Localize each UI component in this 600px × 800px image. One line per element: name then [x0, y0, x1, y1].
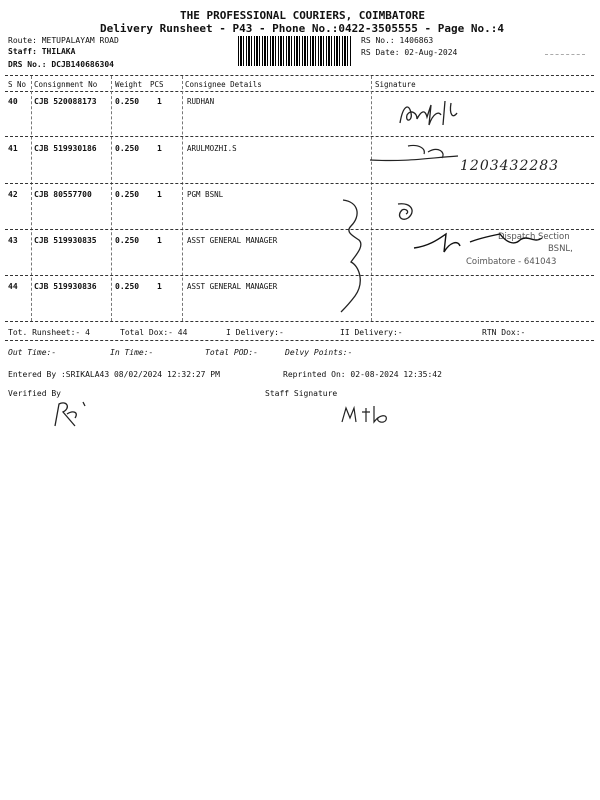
- signature-row42-brace: [335, 196, 375, 316]
- row-pcs: 1: [157, 144, 162, 153]
- table-top-rule: [5, 75, 594, 76]
- rtn-dox: RTN Dox:-: [482, 328, 526, 337]
- barcode: [238, 36, 351, 66]
- staff-label: Staff: THILAKA: [8, 47, 76, 56]
- row-sno: 41: [8, 144, 18, 153]
- row-weight: 0.250: [115, 144, 140, 153]
- col-consignment: Consignment No: [34, 80, 98, 89]
- signature-row43: [410, 228, 560, 258]
- row-pcs: 1: [157, 282, 162, 291]
- row-pcs: 1: [157, 190, 162, 199]
- total-dox: Total Dox:- 44: [120, 328, 188, 337]
- route-label: Route: METUPALAYAM ROAD: [8, 36, 119, 45]
- row-rule: [5, 183, 594, 184]
- company-title: THE PROFESSIONAL COURIERS, COIMBATORE: [180, 9, 426, 22]
- handwritten-phone: 1203432283: [460, 158, 560, 174]
- row-details: ARULMOZHI.S: [187, 144, 237, 153]
- verified-by-label: Verified By: [8, 389, 61, 398]
- totals-rule: [5, 340, 594, 341]
- col-signature: Signature: [375, 80, 416, 89]
- staff-signature-label: Staff Signature: [265, 389, 338, 398]
- row-consignment: CJB 519930836: [34, 282, 97, 291]
- drs-number: DRS No.: DCJB140686304: [8, 60, 114, 69]
- signature-row40: [395, 95, 475, 135]
- staff-signature: [340, 402, 400, 426]
- row-consignment: CJB 519930186: [34, 144, 97, 153]
- entered-by: Entered By :SRIKALA43 08/02/2024 12:32:27 PM: [8, 370, 220, 379]
- col-pcs: PCS: [150, 80, 164, 89]
- row-sno: 44: [8, 282, 18, 291]
- col-weight: Weight: [115, 80, 143, 89]
- table-bottom-rule: [5, 321, 594, 322]
- in-time: In Time:-: [110, 348, 154, 357]
- stamp-line2: BSNL,: [548, 244, 573, 254]
- total-pod: Total POD:-: [205, 348, 258, 357]
- row-pcs: 1: [157, 236, 162, 245]
- reprinted-on: Reprinted On: 02-08-2024 12:35:42: [283, 370, 442, 379]
- row-rule: [5, 275, 594, 276]
- row-details: RUDHAN: [187, 97, 215, 106]
- signature-row41: [368, 138, 588, 183]
- out-time: Out Time:-: [8, 348, 57, 357]
- rs-number: RS No.: 1406863: [361, 36, 434, 45]
- stamp-line3: Coimbatore - 641043: [466, 257, 557, 267]
- stamp-line1: Dispatch Section: [498, 232, 570, 242]
- ii-delivery: II Delivery:-: [340, 328, 403, 337]
- total-runsheet: Tot. Runsheet:- 4: [8, 328, 90, 337]
- col-separator: [182, 76, 183, 321]
- rs-date: RS Date: 02-Aug-2024: [361, 48, 458, 57]
- row-sno: 40: [8, 97, 18, 106]
- row-consignment: CJB 520088173: [34, 97, 97, 106]
- col-separator: [111, 76, 112, 321]
- i-delivery: I Delivery:-: [226, 328, 284, 337]
- row-details: PGM BSNL: [187, 190, 224, 199]
- delvy-points: Delvy Points:-: [285, 348, 353, 357]
- col-separator: [31, 76, 32, 321]
- row-rule: [5, 136, 594, 137]
- row-sno: 42: [8, 190, 18, 199]
- row-pcs: 1: [157, 97, 162, 106]
- row-weight: 0.250: [115, 97, 140, 106]
- verified-signature: [45, 398, 95, 430]
- row-weight: 0.250: [115, 236, 140, 245]
- row-sno: 43: [8, 236, 18, 245]
- row-weight: 0.250: [115, 282, 140, 291]
- row-details: ASST GENERAL MANAGER: [187, 282, 278, 291]
- row-consignment: CJB 519930835: [34, 236, 97, 245]
- row-details: ASST GENERAL MANAGER: [187, 236, 278, 245]
- row-consignment: CJB 80557700: [34, 190, 92, 199]
- col-consignee-details: Consignee Details: [185, 80, 262, 89]
- table-header-rule: [5, 91, 594, 92]
- corner-marks: [545, 38, 585, 55]
- signature-row42: [392, 200, 422, 226]
- row-weight: 0.250: [115, 190, 140, 199]
- runsheet-subtitle: Delivery Runsheet - P43 - Phone No.:0422-3505555 - Page No.:4: [100, 22, 504, 35]
- col-sno: S No: [8, 80, 27, 89]
